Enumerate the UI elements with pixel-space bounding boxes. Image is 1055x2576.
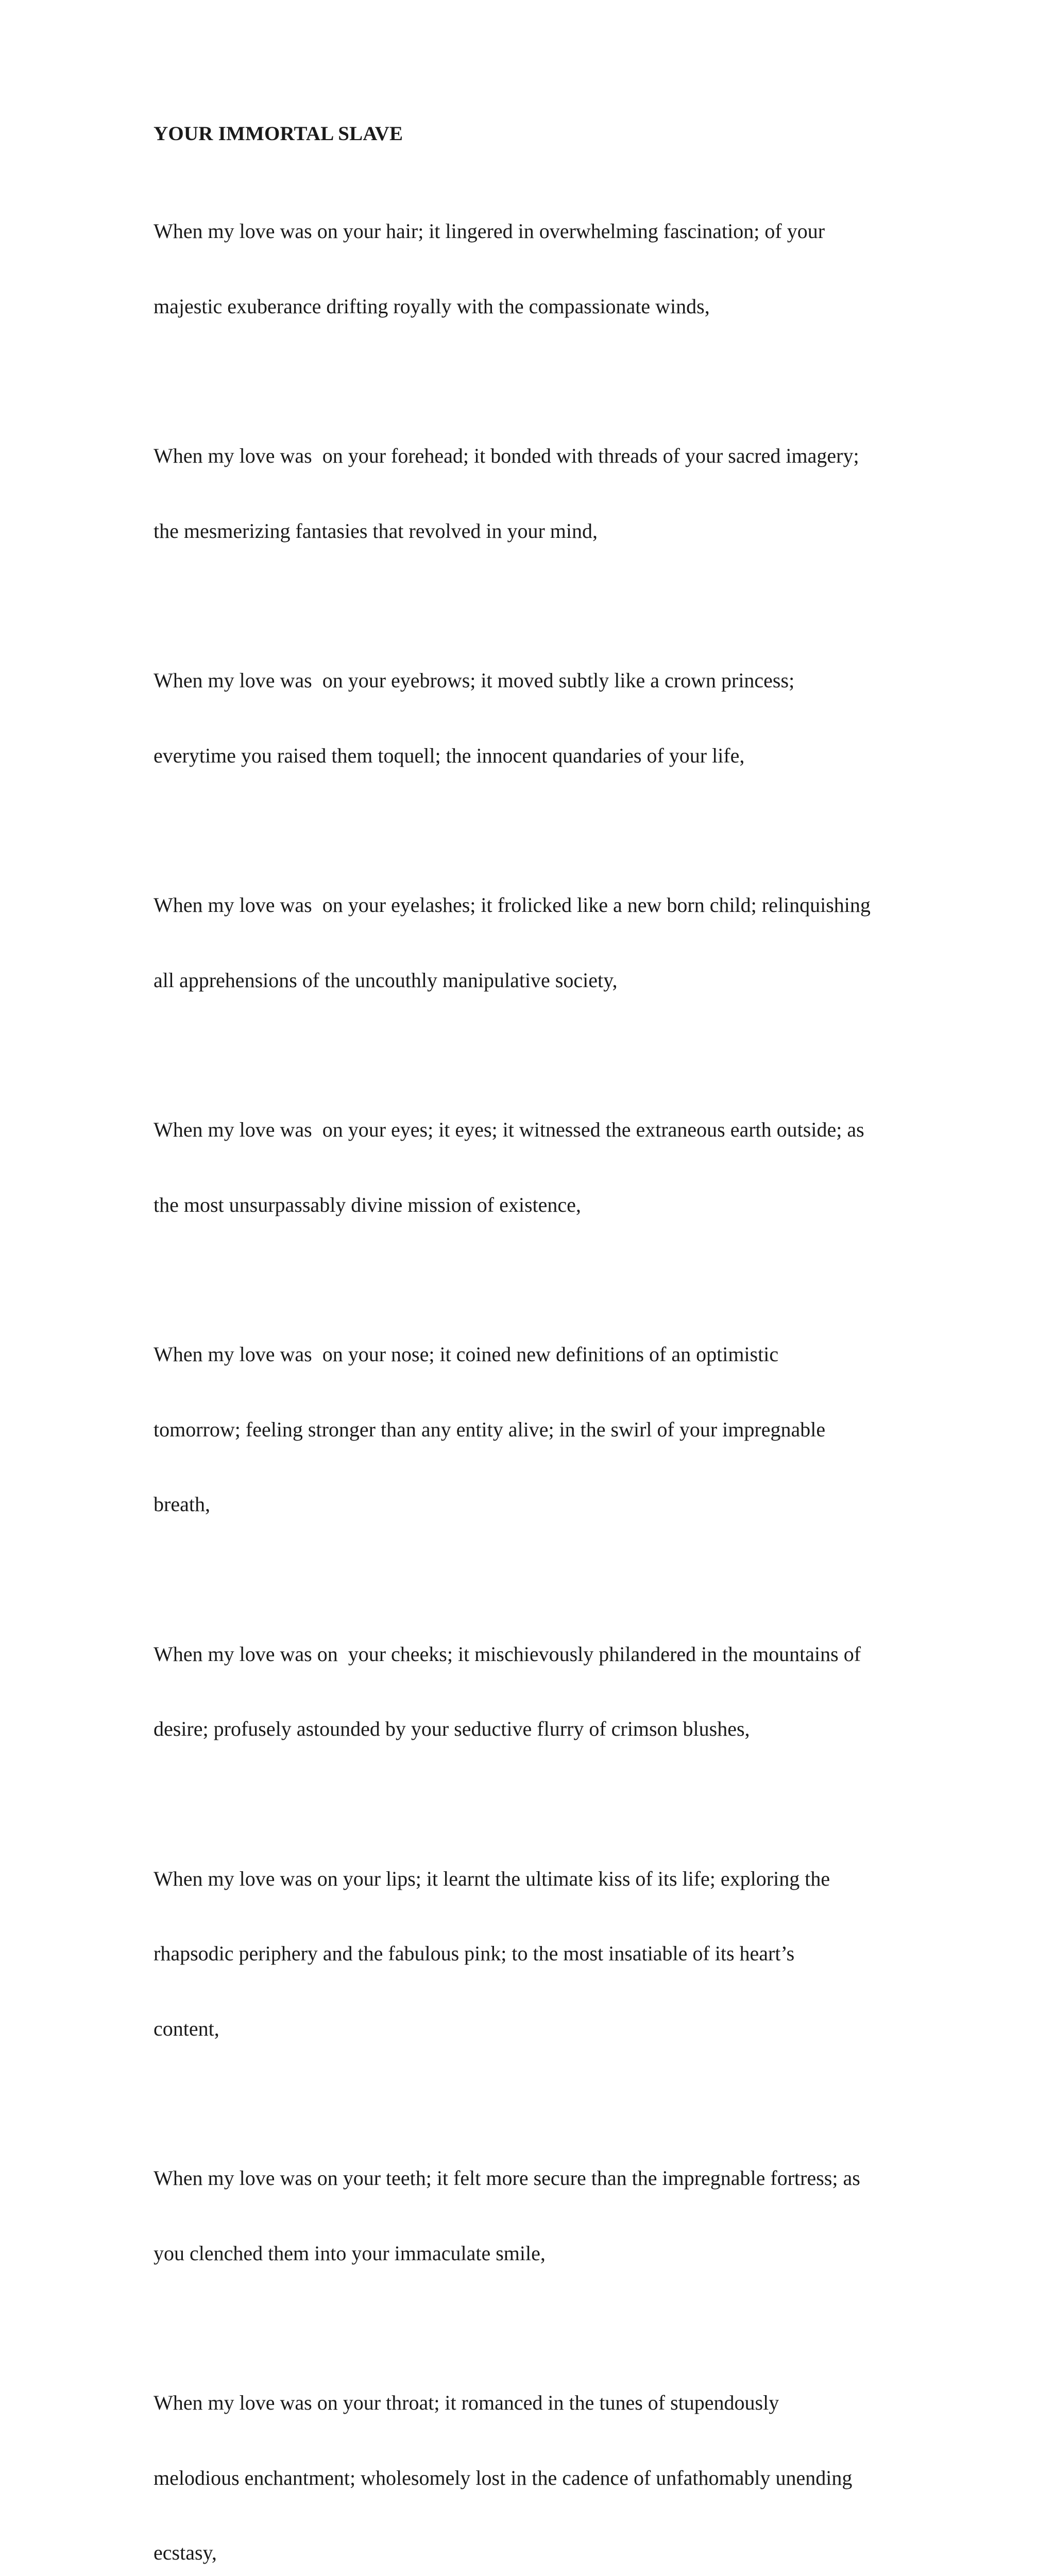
stanza-2 (154, 394, 906, 594)
stanza-line: desire; profusely astounded by your seductive flurry of crimson blushes, (154, 1717, 750, 1740)
stanza-line: tomorrow; feeling stronger than any entity alive; in the swirl of your impregnable (154, 1417, 826, 1441)
stanza-line: When my love was on your nose; it coined new definitions of an optimistic (154, 1343, 779, 1366)
stanza-line: When my love was on your eyes; it eyes; it witnessed the extraneous earth outside; as (154, 1118, 864, 1141)
stanza-line: When my love was on your forehead; it bonded with threads of your sacred imagery; (154, 444, 859, 467)
stanza-line: rhapsodic periphery and the fabulous pink; to the most insatiable of its heart’s (154, 1942, 795, 1965)
stanza-line: When my love was on your teeth; it felt more secure than the impregnable fortress; as (154, 2166, 860, 2190)
stanza-line: melodious enchantment; wholesomely lost in the cadence of unfathomably unending (154, 2466, 853, 2489)
stanza-6 (154, 1292, 906, 1567)
stanza-line: breath, (154, 1493, 210, 1516)
stanza-8 (154, 1817, 906, 2092)
poem-body (154, 122, 906, 2576)
stanza-7 (154, 1592, 906, 1792)
stanza-line: majestic exuberance drifting royally with the compassionate winds, (154, 294, 710, 318)
stanza-1 (154, 169, 906, 369)
stanza-line: When my love was on your eyebrows; it moved subtly like a crown princess; (154, 669, 795, 692)
stanza-line: When my love was on your hair; it lingered in overwhelming fascination; of your (154, 219, 825, 243)
stanza-line: you clenched them into your immaculate smile, (154, 2241, 546, 2265)
stanza-line: all apprehensions of the uncouthly manipulative society, (154, 968, 618, 992)
stanza-line: When my love was on your lips; it learnt the ultimate kiss of its life; exploring the (154, 1867, 830, 1890)
stanza-line: the most unsurpassably divine mission of existence, (154, 1193, 581, 1216)
stanza-10 (154, 2341, 906, 2576)
stanza-line: When my love was on your throat; it romanced in the tunes of stupendously (154, 2391, 779, 2414)
stanza-3 (154, 618, 906, 818)
stanza-5 (154, 1067, 906, 1267)
stanza-4 (154, 843, 906, 1043)
stanza-line: When my love was on your eyelashes; it frolicked like a new born child; relinquishing (154, 893, 871, 917)
poem-title: YOUR IMMORTAL SLAVE (154, 123, 403, 145)
stanza-line: content, (154, 2016, 219, 2040)
stanza-line: everytime you raised them toquell; the innocent quandaries of your life, (154, 743, 745, 767)
stanza-line: ecstasy, (154, 2541, 217, 2564)
stanza-line: the mesmerizing fantasies that revolved in your mind, (154, 519, 598, 543)
stanza-line: When my love was on your cheeks; it mischievously philandered in the mountains of (154, 1642, 861, 1666)
stanza-9 (154, 2116, 906, 2316)
